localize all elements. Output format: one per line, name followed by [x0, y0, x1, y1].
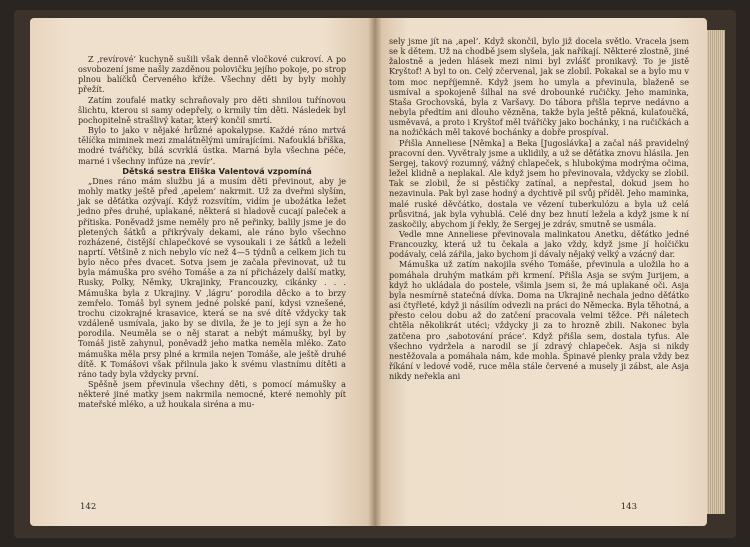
paragraph: Přišla Anneliese [Němka] a Beka [Jugoslávka] a začal náš pravidelný pracovní den. Vyvětraly jsme a uklidily, a už se děťátka znovu hlásila. Jen Sergej, takový rozumný, vážný chlapeček, s hlubokýma modrýma očima, ležel klidně a neplakal. Ale když jsem ho převinovala, vždycky se zlobil. Tak se zlobil, že si pěstičky zatínal, a nepřestal, dokud jsem ho nezavinula. Pak byl zase hodný a dychtivě pil svůj příděl. Jeho maminka, malé ruské děvčátko, dostala ve vězení tuberkulózu a byla už celá průsvitná, jak byla vyhublá. Celé dny bez hnutí ležela a když jsme k ní zaskočily, abychom jí řekly, že Sergej je zdráv, smutně se usmála.: [389, 137, 689, 229]
page-number-right: 143: [620, 502, 637, 512]
paragraph: Spěšně jsem převinula všechny děti, s pomocí mámušky a některé jiné matky jsem nakrmila nemocné, které nemohly pít mateřské mléko, a už houkala siréna a mu-: [78, 379, 346, 410]
book-gutter: [368, 18, 382, 526]
paragraph: sely jsme jít na ‚apel‘. Když skončil, bylo již docela světlo. Vracela jsem se k dětem. Už na chodbě jsem slyšela, jak naříkají. Některé zlostně, jiné žalostně a jeden hlásek mezi nimi byl zvlášť pronikavý. To je jistě Kryštof! A byl to on. Celý zčervenal, jak se zlobil. Pokakal se a bylo mu v tom moc nepříjemně. Když jsem ho umyla a převinula, blaženě se usmíval a spokojeně šilhal na své drobounké ručičky. Jeho maminka, Staša Grochovská, byla z Varšavy. Do tábora přišla teprve nedávno a nebyla předtím ani dlouho vězněna, takže byla ještě pěkná, kulaťoučká, usměvavá, a proto i Kryštof měl tvářičky jako bochánky, i na ručičkách a na nožičkách měl takové bochánky a dobře prospíval.: [389, 36, 689, 138]
right-page-text: [389, 36, 689, 381]
left-page-text: [78, 54, 346, 409]
paragraph: Mámuška už zatím nakojila svého Tomáše, převinula a uložila ho a pomáhala druhým matkám při krmení. Přišla Asja se svým Jurijem, a když ho ukládala do postele, všimla jsem si, že má uplakané oči. Asja byla nesmírně statečná dívka. Doma na Ukrajině nechala jedno děťátko asi čtyřleté, když ji násilím odvezli na práci do Německa. Byla těhotná, a přesto celou dobu až do zatčení pracovala velmi těžce. Při náletech chtěla několikrát utéci; vždycky ji za to hrozně zbili. Nakonec byla zatčena pro ‚sabotování práce‘. Když přišla sem, dostala tyfus. Ale všechno vydržela a narodil se jí zdravý chlapeček. Asja si nikdy nestěžovala a pomáhala nám, kde mohla. Špinavé plenky prala vždy bez říkání v ledové vodě, ruce měla stále červené a musely ji zábst, ale Asja nikdy neřekla ani: [389, 259, 689, 382]
paragraph: „Dnes ráno mám službu já a musím děti převinout, aby je mohly matky ještě před ‚apelem‘ nakrmit. Už za dveřmi slyším, jak se děťátka ozývají. Když rozsvítím, vidím je ubožátka ležet jedno přes druhé, uplakané, některá si hladově cucají paleček a přítiska. Poněvadž jsme neměly pro ně peřinky, balily jsme je do pletených šátků a přikrývaly dekami, ale ráno bylo všechno rozházené, čistější chlapečkové se vysoukali i ze šátků a leželi naprtí. Většině z nich nebylo víc než 4—5 týdnů a celkem jich tu bylo něco přes dvacet. Sotva jsem je začala převinovat, už tu byla mámuška pro svého Tomáše a za ní přicházely další matky, Rusky, Polky, Němky, Ukrajinky, Francouzky, cikánky . . . Mámuška byla z Ukrajiny. V ‚lágru‘ porodila děcko a to brzy zemřelo. Tomáš byl synem jedné polské paní, kdysi vznešené, trochu cizokrajné krasavice, která se na své dítě vždycky tak vzdáleně usmívala, jako by se divila, že je to její syn a že ho porodila. Neuměla se o něj starat a nebýt mámušky, byl by Tomáš jistě zahynul, poněvadž jeho matka neměla mléko. Zato mámuška měla prsy plné a krmila nejen Tomáše, ale ještě druhé dítě. K Tomášovi však přilnula jako k svému vlastnímu dítěti a ráno tady byla vždycky první.: [78, 175, 346, 379]
left-page: [30, 18, 375, 526]
section-heading: Dětská sestra Eliška Valentová vzpomíná: [122, 165, 312, 176]
right-page: [375, 18, 707, 526]
paragraph: Z ‚revírové‘ kuchyně sušili však denně vločkové cukroví. A po osvobození jsme našly zazděnou polovičku jejího pokoje, po strop plnou balíčků Červeného kříže. Všechny děti by byly mohly přežít.: [78, 54, 346, 95]
paragraph: Bylo to jako v nějaké hrůzné apokalypse. Každé ráno mrtvá tělíčka miminek mezi zmalátnělými umírajícími. Nafouklá bříška, modré tvářičky, bílá scvrklá ústka. Marná byla všechna péče, marné i všechny infúze na ‚revír‘.: [78, 125, 346, 166]
page-edges: [707, 30, 725, 514]
paragraph: Zatím zoufalé matky schraňovaly pro děti shnilou tuřínovou šlichtu, kterou si samy odepřely, o krmily tím děti. Následek byl pochopitelně strašlivý katar, který končil smrtí.: [78, 94, 346, 125]
paragraph: Vedle mne Anneliese převinovala malinkatou Anetku, děťátko jedné Francouzky, která už tu čekala a jako vždy, když jsme jí holčičku podávaly, celá zářila, jako bychom jí dávaly nějaký velký a vzácný dar.: [389, 228, 689, 260]
page-number-left: 142: [80, 502, 97, 512]
